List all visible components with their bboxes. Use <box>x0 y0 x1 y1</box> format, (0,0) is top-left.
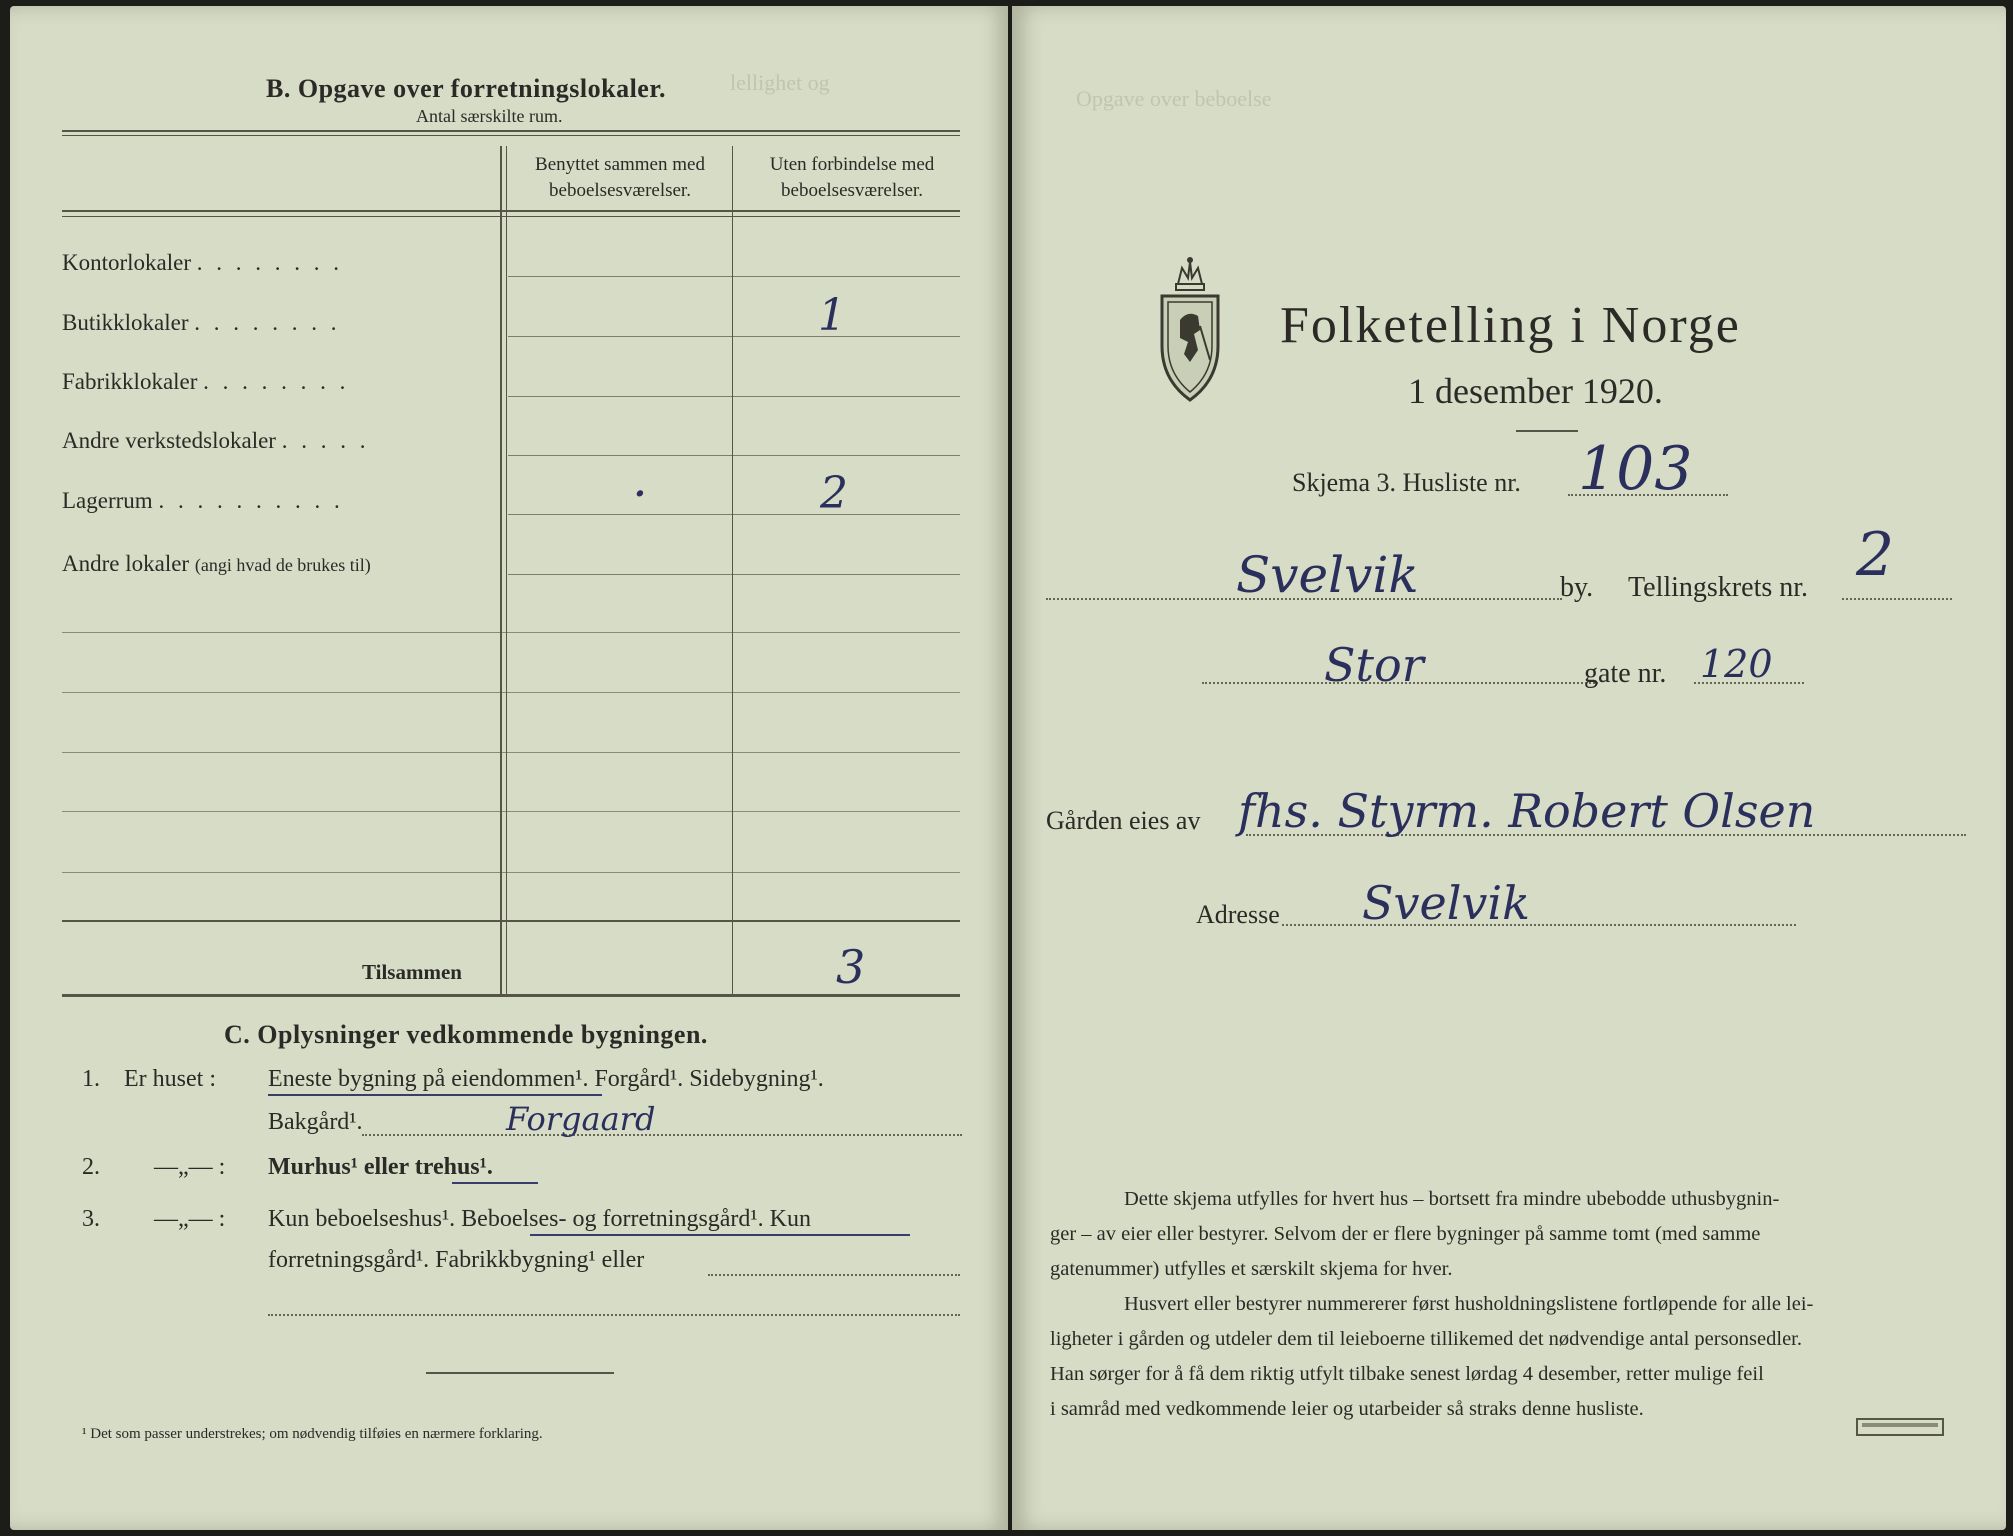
row-line <box>508 514 960 515</box>
row-note: (angi hvad de brukes til) <box>194 555 371 575</box>
left-page <box>10 6 1008 1530</box>
item-3-lead: —„— : <box>154 1206 226 1232</box>
col1-header-line2: beboelsesværelser. <box>549 180 691 201</box>
col2-header <box>736 152 968 204</box>
item-2-options: Murhus¹ eller trehus¹. <box>268 1154 493 1180</box>
norway-coat-of-arms-icon <box>1158 250 1222 406</box>
table-column-divider-2 <box>732 146 733 996</box>
row-dots: . . . . . . . . <box>196 250 344 275</box>
gate-label: gate nr. <box>1584 658 1667 689</box>
row-line <box>508 574 960 575</box>
instruction-line: gatenummer) utfylles et særskilt skjema for hver. <box>1050 1258 1453 1280</box>
item-3-answer-line <box>708 1274 960 1276</box>
item-1-lead: Er huset : <box>124 1066 216 1092</box>
table-column-divider-1b <box>506 146 507 996</box>
instruction-line: Dette skjema utfylles for hvert hus – bortsett fra mindre ubebodde uthusbygnin- <box>1124 1188 1780 1210</box>
item-1-options: Eneste bygning på eiendommen¹. Forgård¹. Sidebygning¹. <box>268 1066 824 1092</box>
row-andre-lokaler <box>62 551 371 577</box>
gate-value: Stor <box>1324 638 1424 692</box>
row-butikklokaler <box>62 310 340 336</box>
eier-label: Gården eies av <box>1046 806 1201 835</box>
col1-header-line1: Benyttet sammen med <box>535 154 705 175</box>
item-3-answer-line-2 <box>268 1314 960 1316</box>
bleed-through-text: lellighet og <box>730 70 830 95</box>
eneste-bygning-underline <box>268 1094 602 1096</box>
lagerrum-col2-value: 2 <box>820 468 848 519</box>
row-lagerrum <box>62 488 344 514</box>
section-b-subtitle: Antal særskilte rum. <box>416 106 563 126</box>
instruction-line: ligheter i gården og utdeler dem til leieboerne tillikemed det nødvendige antal personsedler. <box>1050 1328 1802 1350</box>
col2-header-line1: Uten forbindelse med <box>769 154 935 175</box>
lagerrum-col1-value: · <box>634 474 646 514</box>
row-line <box>62 872 960 873</box>
census-date: 1 desember 1920. <box>1408 371 1663 411</box>
col1-header <box>504 152 736 204</box>
item-3-number: 3. <box>82 1206 100 1232</box>
printer-stamp-fill <box>1862 1423 1938 1427</box>
item-3-options-cont: forretningsgård¹. Fabrikkbygning¹ eller <box>268 1247 645 1273</box>
row-label: Andre verkstedslokaler <box>62 428 276 453</box>
row-label: Lagerrum <box>62 488 153 513</box>
row-line <box>508 396 960 397</box>
date-underline <box>1516 430 1578 432</box>
row-line <box>62 811 960 812</box>
header-bottom-rule <box>62 210 960 212</box>
section-b-title: B. Opgave over forretningslokaler. <box>266 74 667 103</box>
tellingskrets-value: 2 <box>1856 520 1895 590</box>
row-dots: . . . . . . . . <box>194 310 341 335</box>
instructions <box>1050 1182 1962 1427</box>
row-fabrikklokaler <box>62 369 349 395</box>
header-bottom-rule-2 <box>62 216 960 217</box>
census-title: Folketelling i Norge <box>1280 297 1741 354</box>
row-dots: . . . . . . . . . . <box>158 488 344 513</box>
row-label: Fabrikklokaler <box>62 369 198 394</box>
total-col2-value: 3 <box>836 940 866 994</box>
instruction-line: ger – av eier eller bestyrer. Selvom der er flere bygninger på samme tomt (med samme <box>1050 1223 1761 1245</box>
by-value: Svelvik <box>1236 546 1419 604</box>
col2-header-line2: beboelsesværelser. <box>781 180 923 201</box>
skjema-label: Skjema 3. Husliste nr. <box>1292 468 1521 497</box>
printer-stamp <box>1856 1418 1944 1436</box>
item-2-number: 2. <box>82 1154 100 1180</box>
total-bottom-rule <box>62 994 960 997</box>
item-1-answer-line <box>362 1134 962 1136</box>
trehus-underline <box>452 1182 538 1184</box>
item-1-answer: Forgaard <box>506 1100 656 1138</box>
row-label: Andre lokaler <box>62 551 190 576</box>
row-dots: . . . . . <box>281 428 370 453</box>
instruction-line: Husvert eller bestyrer nummererer først husholdningslistene fortløpende for alle lei- <box>1124 1293 1814 1315</box>
row-kontorlokaler <box>62 250 343 276</box>
instruction-line: i samråd med vedkommende leier og utarbeider så straks denne husliste. <box>1050 1398 1644 1420</box>
total-top-rule <box>62 920 960 922</box>
section-c-title: C. Oplysninger vedkommende bygningen. <box>224 1020 708 1049</box>
row-line <box>508 276 960 277</box>
row-line <box>62 692 960 693</box>
row-label: Butikklokaler <box>62 310 189 335</box>
item-1-bakgard: Bakgård¹. <box>268 1109 363 1135</box>
adresse-line <box>1282 924 1796 926</box>
row-dots: . . . . . . . . <box>203 369 350 394</box>
table-column-divider-1 <box>500 146 502 996</box>
beboelses-forretningsgard-underline <box>530 1234 910 1236</box>
row-label: Kontorlokaler <box>62 250 192 275</box>
footnote: ¹ Det som passer understrekes; om nødvendig tilføies en nærmere forklaring. <box>82 1426 543 1442</box>
table-top-rule-2 <box>62 135 960 136</box>
gate-nr-value: 120 <box>1700 642 1773 686</box>
adresse-value: Svelvik <box>1362 876 1531 930</box>
right-page <box>1012 6 2006 1530</box>
by-label: by. <box>1560 572 1594 603</box>
row-andre-verkstedslokaler <box>62 428 369 454</box>
item-3-options: Kun beboelseshus¹. Beboelses- og forretningsgård¹. Kun <box>268 1206 811 1232</box>
eier-value: fhs. Styrm. Robert Olsen <box>1238 784 1816 838</box>
husliste-nr-value: 103 <box>1578 434 1693 504</box>
footnote-separator <box>426 1372 614 1374</box>
row-line <box>508 455 960 456</box>
butikklokaler-col2-value: 1 <box>818 290 846 341</box>
total-label: Tilsammen <box>362 960 462 984</box>
table-top-rule <box>62 130 960 132</box>
tellingskrets-label: Tellingskrets nr. <box>1628 572 1809 603</box>
bleed-through-text: Opgave over beboelse <box>1076 86 1272 111</box>
row-line <box>62 632 960 633</box>
row-line <box>62 752 960 753</box>
adresse-label: Adresse <box>1196 900 1280 929</box>
item-2-lead: —„— : <box>154 1154 226 1180</box>
tellingskrets-line <box>1842 598 1952 600</box>
item-1-number: 1. <box>82 1066 100 1092</box>
row-line <box>508 336 960 337</box>
coat-of-arms-svg <box>1158 250 1222 406</box>
instruction-line: Han sørger for å få dem riktig utfylt tilbake senest lørdag 4 desember, retter mulige feil <box>1050 1363 1764 1385</box>
